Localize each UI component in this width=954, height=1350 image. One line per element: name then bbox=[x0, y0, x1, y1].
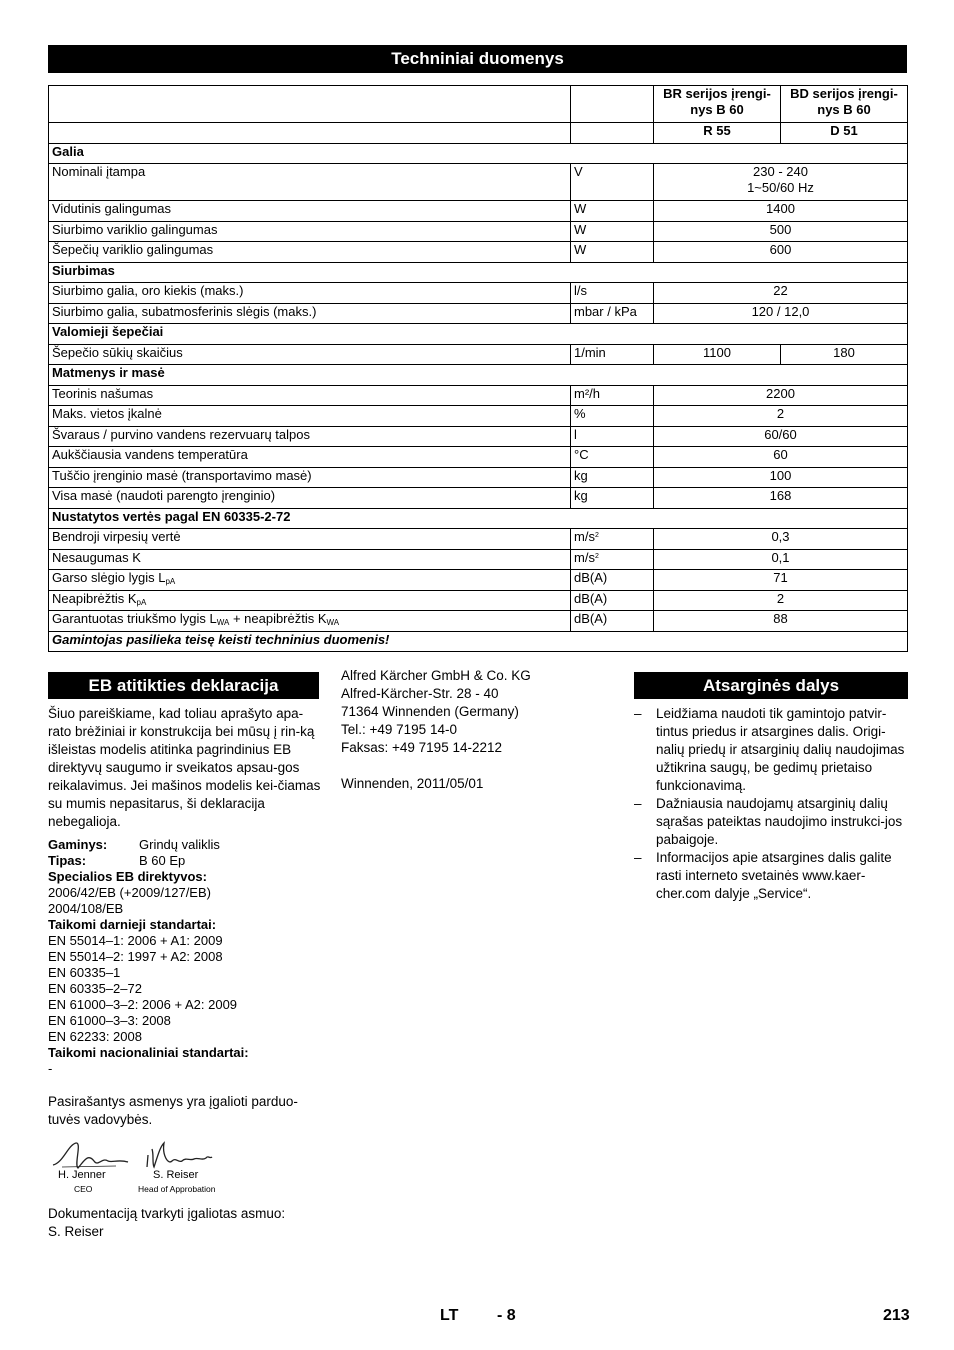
eb-declaration: Šiuo pareiškiame, kad toliau aprašyto apa-rato brėžiniai ir konstrukcija bei mūsų į rin-ką išleistas modelis atitinka pagrindinius EB direktyvų saugumo ir sveikatos apsau-gos reikalavimus. Jei mašinos modelis kei-čiamas su mumis nepasitarus, ši deklaracija nebegalioja. Gaminys: Grindų valiklis Tipas: B 60 Ep Specialios EB direktyvos: 2006/42/EB (+2009/127/EB) 2004/108/EB Taikomi darnieji standartai: EN 55014–1: 2006 + A1: 2009 EN 55014–2: 1997 + A2: 2008 EN 60335–1 EN 60335–2–72 EN 61000–3–2: 2006 + A2: 2009 EN 61000–3–3: 2008 EN 62233: 2008 Taikomi nacionaliniai standartai: - bbox=[48, 706, 321, 1076]
section-row: Nustatytos vertės pagal EN 60335-2-72 bbox=[49, 508, 908, 529]
table-row: Maks. vietos įkalnė % 2 bbox=[49, 406, 908, 427]
table-row: Siurbimo galia, oro kiekis (maks.) l/s 22 bbox=[49, 283, 908, 304]
table-row: Siurbimo variklio galingumas W 500 bbox=[49, 221, 908, 242]
table-row: Nominali įtampa V 230 - 240 1~50/60 Hz bbox=[49, 164, 908, 201]
table-row: Visa masė (naudoti parengto įrenginio) kg 168 bbox=[49, 488, 908, 509]
table-row: Šepečio sūkių skaičius 1/min 1100 180 bbox=[49, 344, 908, 365]
page-title: Techniniai duomenys bbox=[48, 45, 907, 73]
signature-name-2: S. Reiser bbox=[153, 1169, 199, 1181]
parts-list bbox=[634, 705, 908, 903]
table-row: Neapibrėžtis $K_{pA}$ dB(A) 2 bbox=[49, 590, 908, 611]
place-date: Winnenden, 2011/05/01 bbox=[341, 776, 484, 791]
technical-data-table bbox=[48, 85, 908, 652]
eb-intro: Šiuo pareiškiame, kad toliau aprašyto apa-rato brėžiniai ir konstrukcija bei mūsų į rin-ką išleistas modelis atitinka pagrindinius EB direktyvų saugumo ir sveikatos apsau-gos reikalavimus. Jei mašinos modelis kei-čiamas su mumis nepasitarus, ši deklaracija nebegalioja. bbox=[48, 706, 321, 829]
table-row: Tuščio įrenginio masė (transportavimo masė) kg 100 bbox=[49, 467, 908, 488]
column-header-br: BR serijos įrengi-nys B 60 bbox=[654, 86, 781, 123]
eb-heading: EB atitikties deklaracija bbox=[48, 672, 319, 699]
section-row: Siurbimas bbox=[49, 262, 908, 283]
table-row: Bendroji virpesių vertė $m/s^2$ 0,3 bbox=[49, 529, 908, 550]
signature-name-1: H. Jenner bbox=[58, 1169, 106, 1181]
table-row: Garantuotas triukšmo lygis $L_{WA}$ + neapibrėžtis $K_{WA}$ dB(A) 88 bbox=[49, 611, 908, 632]
list-item: – Leidžiama naudoti tik gamintojo patvir-tintus priedus ir atsargines dalis. Origi-nalių priedų ir atsarginių dalių naudojimas užtikrina saugų, be gedimų prietaiso funkcionavimą. bbox=[634, 705, 908, 795]
company-address: Alfred Kärcher GmbH & Co. KG Alfred-Kärcher-Str. 28 - 40 71364 Winnenden (Germany) Tel.: +49 7195 14-0 Faksas: +49 7195 14-2212 Winnenden, 2011/05/01 bbox=[341, 667, 601, 793]
footer-language: LT bbox=[440, 1307, 459, 1324]
section-row: Valomieji šepečiai bbox=[49, 324, 908, 345]
column-model-bd: D 51 bbox=[781, 123, 908, 144]
signatures bbox=[48, 1135, 248, 1195]
table-row: Vidutinis galingumas W 1400 bbox=[49, 201, 908, 222]
list-item: – Dažniausia naudojamų atsarginių dalių sąrašas pateiktas naudojimo instrukci-jos pabaigoje. bbox=[634, 795, 908, 849]
column-header-bd: BD serijos įrengi-nys B 60 bbox=[781, 86, 908, 123]
note-row: Gamintojas pasilieka teisę keisti techninius duomenis! bbox=[49, 631, 908, 652]
table-row: Šepečių variklio galingumas W 600 bbox=[49, 242, 908, 263]
column-model-br: R 55 bbox=[654, 123, 781, 144]
table-row: Aukščiausia vandens temperatūra °C 60 bbox=[49, 447, 908, 468]
eb-signatories: Pasirašantys asmenys yra įgalioti parduo-tuvės vadovybės. bbox=[48, 1094, 298, 1127]
footer-page-number: 213 bbox=[883, 1307, 910, 1324]
table-subheader-row bbox=[49, 123, 908, 144]
parts-section bbox=[634, 705, 908, 903]
footer-local-page: - 8 bbox=[497, 1307, 516, 1324]
table-row: Teorinis našumas m²/h 2200 bbox=[49, 385, 908, 406]
table-row: Švaraus / purvino vandens rezervuarų talpos l 60/60 bbox=[49, 426, 908, 447]
table-row: Garso slėgio lygis $L_{pA}$ dB(A) 71 bbox=[49, 570, 908, 591]
parts-heading: Atsarginės dalys bbox=[634, 672, 908, 699]
section-row: Galia bbox=[49, 143, 908, 164]
table-row: Siurbimo galia, subatmosferinis slėgis (maks.) mbar / kPa 120 / 12,0 bbox=[49, 303, 908, 324]
list-item: – Informacijos apie atsargines dalis galite rasti interneto svetainės www.kaer-cher.com dalyje „Service“. bbox=[634, 849, 908, 903]
eb-documentation: Dokumentaciją tvarkyti įgaliotas asmuo: S. Reiser bbox=[48, 1206, 286, 1239]
section-row: Matmenys ir masė bbox=[49, 365, 908, 386]
table-header-row bbox=[49, 86, 908, 123]
signature-title-1: CEO bbox=[74, 1184, 93, 1194]
table-row: Nesaugumas K $m/s^2$ 0,1 bbox=[49, 549, 908, 570]
signature-title-2: Head of Approbation bbox=[138, 1184, 216, 1194]
